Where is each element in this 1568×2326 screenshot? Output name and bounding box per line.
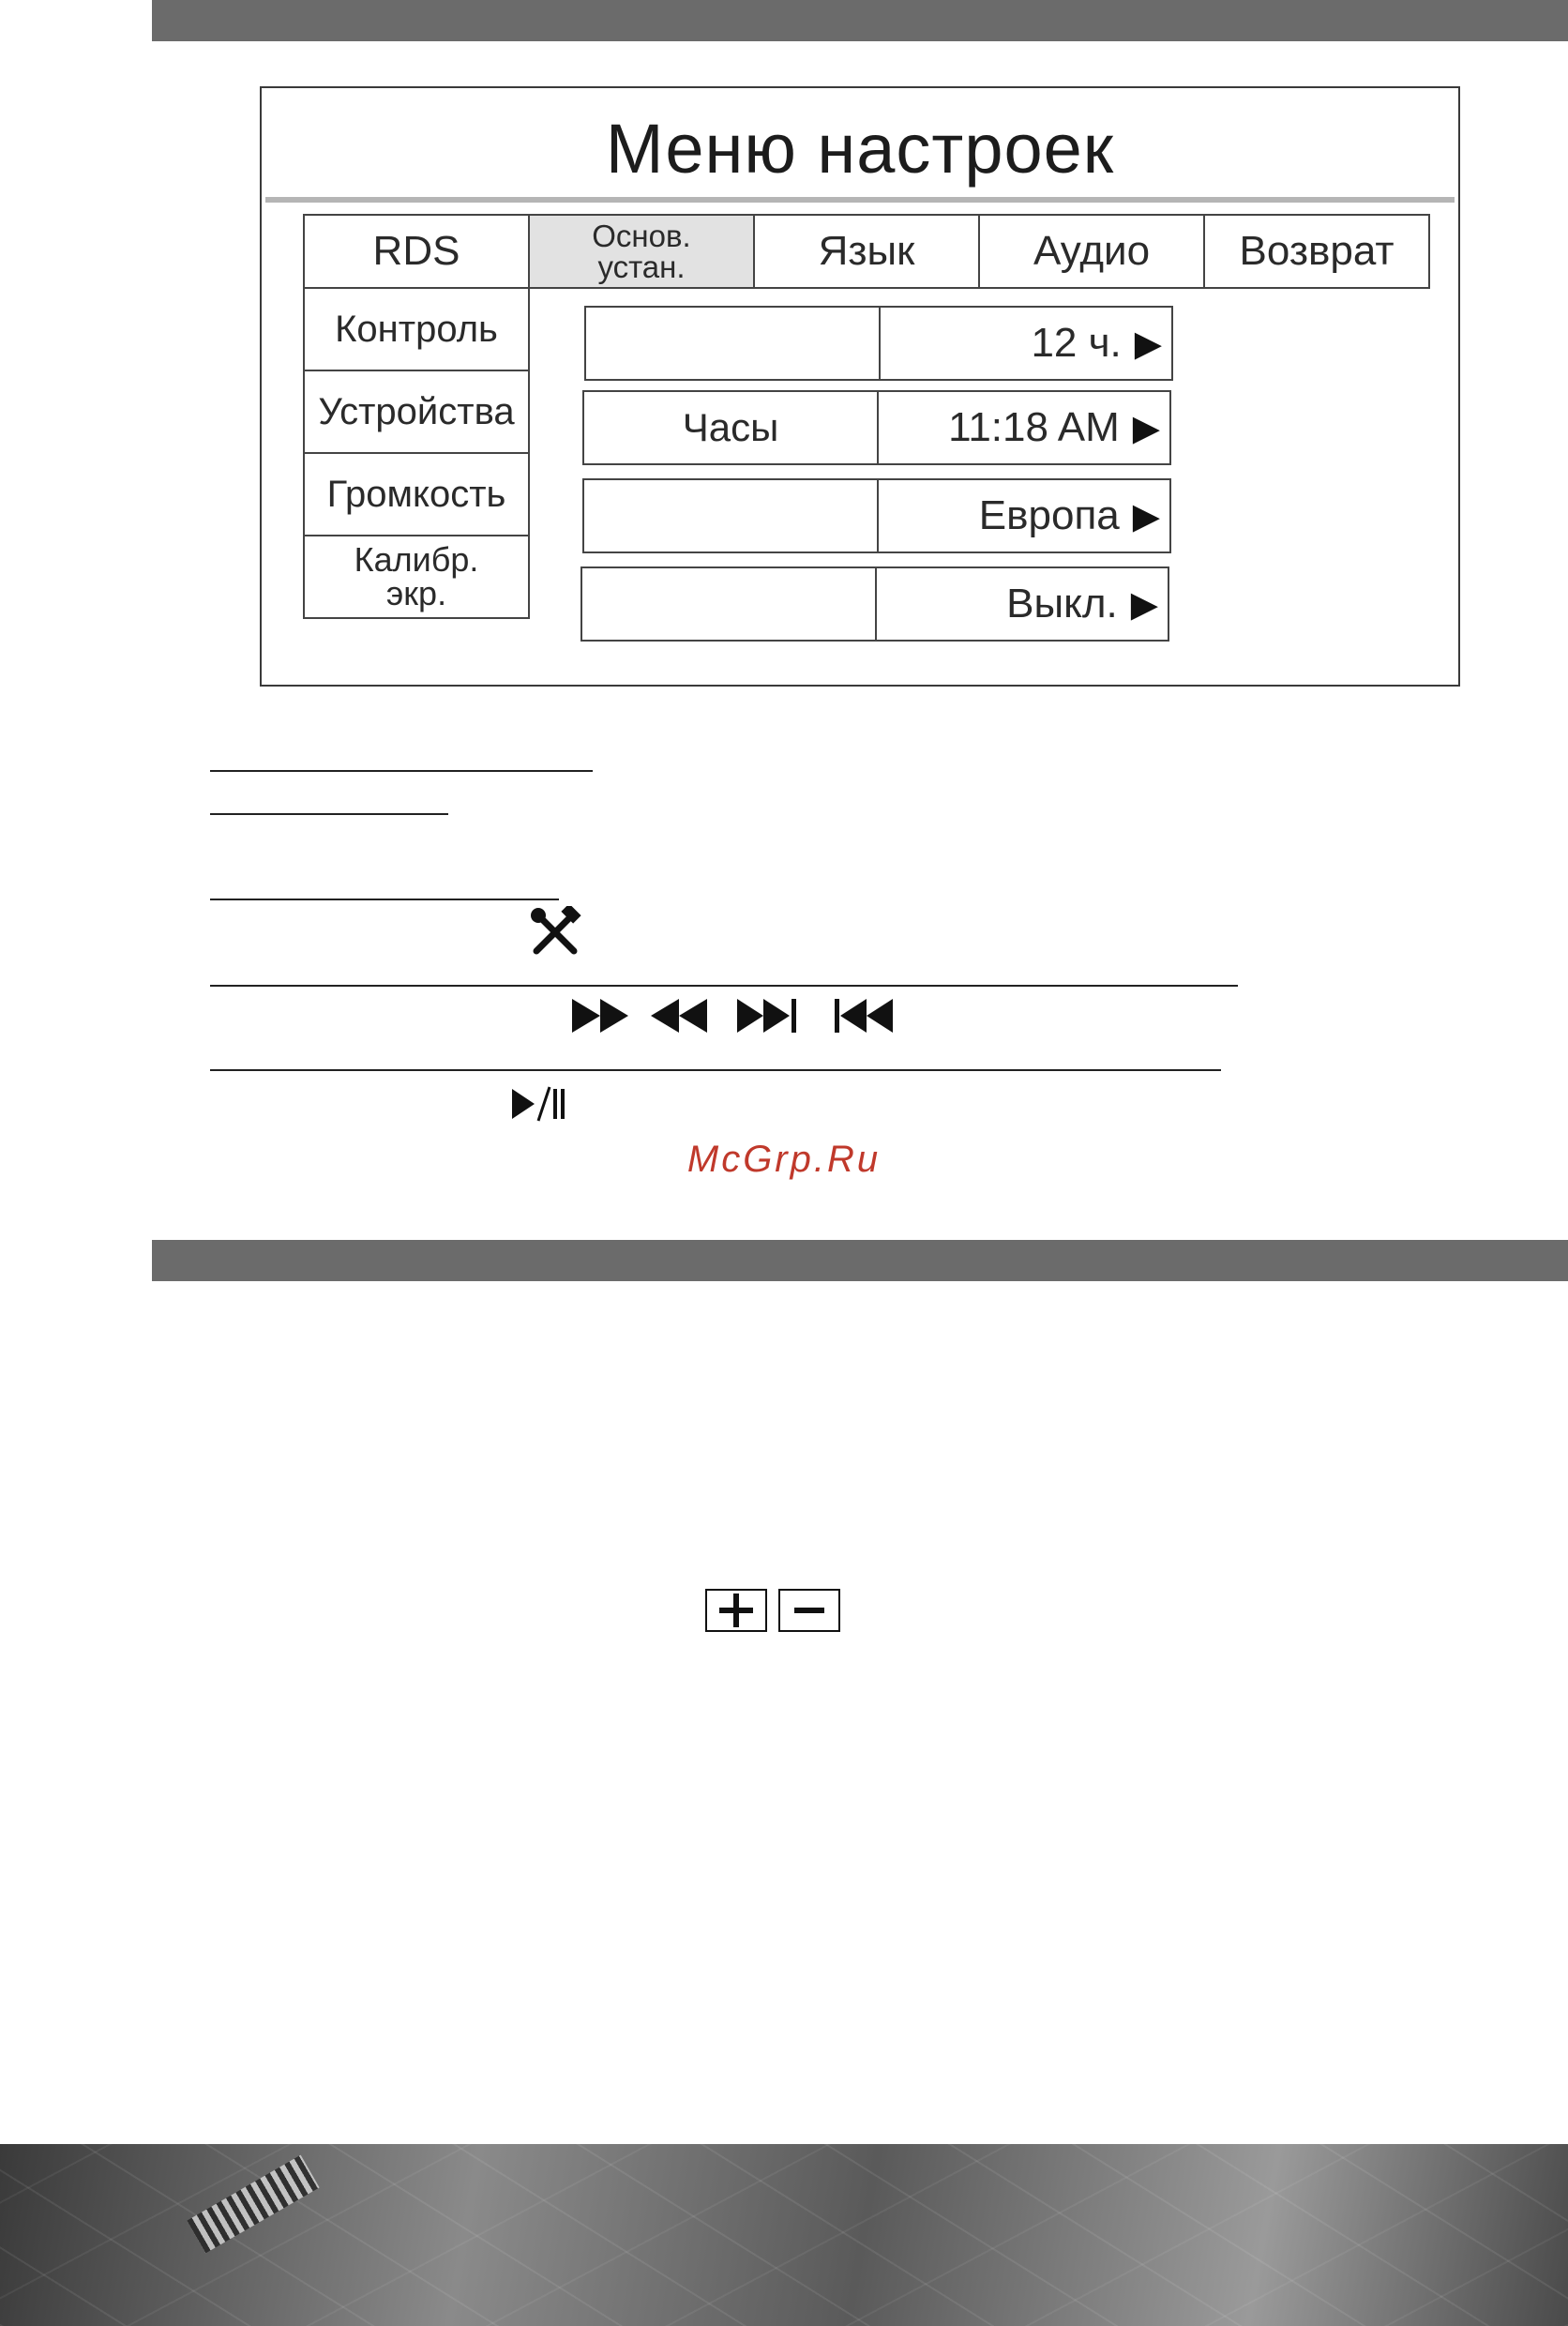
- tab-basic-settings-line2: устан.: [597, 249, 686, 284]
- calibration-line1: Калибр.: [354, 540, 479, 579]
- sidebar-item-control[interactable]: Контроль: [303, 287, 530, 371]
- rewind-icon: [651, 994, 709, 1043]
- text-underline-1: [210, 770, 593, 772]
- setting-row-3-value[interactable]: [877, 478, 1171, 553]
- region-value: Европа: [978, 492, 1120, 538]
- top-header-bar: [152, 0, 1568, 41]
- text-underline-4: [210, 985, 1238, 987]
- setting-row-1-label: [584, 306, 881, 381]
- setting-row-4-label: [580, 566, 877, 642]
- clock-value: 11:18 AM: [948, 404, 1120, 450]
- plus-key-icon: [705, 1589, 767, 1632]
- tab-return[interactable]: Возврат: [1203, 214, 1430, 289]
- watermark: McGrp.Ru: [686, 1139, 882, 1180]
- time-format-value: 12 ч.: [1031, 320, 1122, 366]
- sidebar-item-volume[interactable]: Громкость: [303, 452, 530, 536]
- text-underline-3: [210, 899, 559, 900]
- next-track-icon: [737, 994, 799, 1043]
- setting-row-4-value[interactable]: [875, 566, 1169, 642]
- setting-row-1-value[interactable]: [879, 306, 1173, 381]
- tab-rds[interactable]: RDS: [303, 214, 530, 289]
- text-underline-2: [210, 813, 448, 815]
- setting-row-3-label: [582, 478, 879, 553]
- settings-menu-screen: [260, 86, 1460, 687]
- setting-row-2-label: Часы: [582, 390, 879, 465]
- arrow-right-icon[interactable]: ▶: [1134, 324, 1162, 364]
- text-underline-5: [210, 1069, 1221, 1071]
- section-header-bar: [152, 1240, 1568, 1281]
- arrow-right-icon[interactable]: ▶: [1132, 408, 1160, 448]
- arrow-right-icon[interactable]: ▶: [1130, 584, 1158, 625]
- toggle-value: Выкл.: [1006, 581, 1118, 627]
- sidebar-item-devices[interactable]: Устройства: [303, 370, 530, 454]
- setting-row-2-value[interactable]: [877, 390, 1171, 465]
- calibration-line2: экр.: [385, 574, 447, 612]
- arrow-right-icon[interactable]: ▶: [1132, 496, 1160, 536]
- tab-language[interactable]: Язык: [753, 214, 980, 289]
- tab-basic-settings[interactable]: [528, 214, 755, 289]
- minus-key-icon: [778, 1589, 840, 1632]
- tab-basic-settings-line1: Основ.: [592, 219, 691, 253]
- tab-audio[interactable]: Аудио: [978, 214, 1205, 289]
- fast-forward-icon: [572, 994, 630, 1043]
- menu-title: Меню настроек: [605, 110, 1115, 188]
- tools-icon: [529, 906, 583, 965]
- previous-track-icon: [833, 994, 895, 1043]
- sidebar-item-screen-calibration[interactable]: [303, 535, 530, 619]
- title-divider: [265, 197, 1455, 203]
- play-pause-icon: [512, 1082, 568, 1131]
